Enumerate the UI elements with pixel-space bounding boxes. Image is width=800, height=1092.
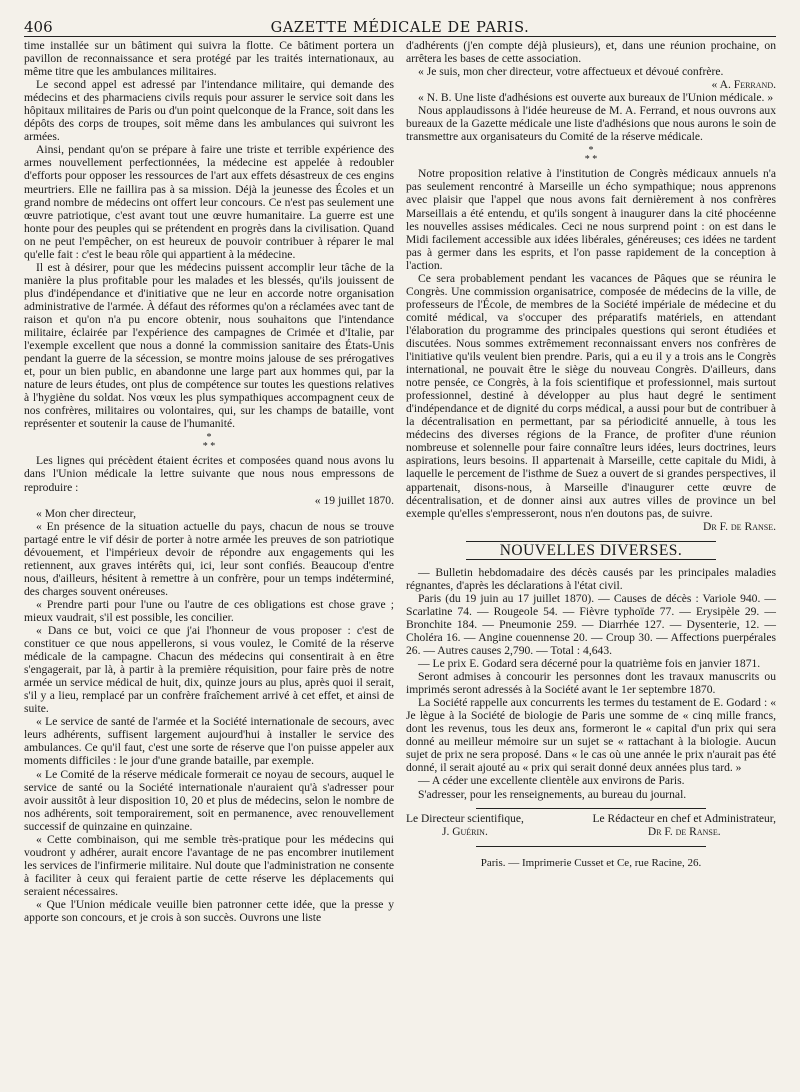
page-number: 406 bbox=[24, 18, 53, 36]
news-item: — A céder une excellente clientèle aux environs de Paris. bbox=[418, 774, 685, 788]
credit-left bbox=[406, 813, 524, 839]
news-item: — Bulletin hebdomadaire des décès causés par les principales maladies régnantes, d'après les déclarations à l'état civil. bbox=[406, 565, 776, 592]
letter-salutation: « Mon cher directeur, bbox=[36, 506, 136, 520]
right-column bbox=[406, 39, 776, 924]
news-item: Paris (du 19 juin au 17 juillet 1870). — Causes de décès : Variole 940. — Scarlatine 74. — Rougeole 54. — Fièvre typhoïde 77. — Erysipèle 29. — Bronchite 184. — Pneumonie 259. — Diarrhée 127. — Dysenterie, 12. — Choléra 16. — Angine couennense 20. — Croup 30. — Affections puerpérales 26. — Autres causes 2,790. — Total : 4,643. bbox=[406, 591, 776, 658]
credit-right bbox=[593, 813, 776, 839]
paragraph: d'adhérents (j'en compte déjà plusieurs), et, dans une réunion prochaine, on arrêtera les bases de cette association. bbox=[406, 39, 776, 66]
text-columns bbox=[24, 39, 776, 924]
paragraph: Notre proposition relative à l'institution de Congrès médicaux annuels n'a pas seulement rencontré à Marseille un écho sympathique; nous apprenons avec plaisir que l'appel que nous avons fait dernièrement à nos confrères Marseillais a été entendu, et qu'ils songent à inaugurer dans la cité phocéenne les nouvelles assises médicales. Ceci ne nous surprend point : on est dans le Midi facilement accessible aux idées libérales, généreuses; ces idées ne tardent pas à germer dans les esprits, et l'on passe rapidement de la conception à l'action. bbox=[406, 167, 776, 272]
paragraph: « Prendre parti pour l'une ou l'autre de ces obligations est chose grave ; mieux vaudrait, s'il est possible, les concilier. bbox=[24, 597, 394, 624]
separator-rule bbox=[476, 808, 706, 809]
credit-name: Dr F. de Ranse. bbox=[647, 825, 721, 838]
news-item: Seront admises à concourir les personnes dont les travaux manuscrits ou imprimés seront adressés à la Société avant le 1er septembre 1870. bbox=[406, 670, 776, 697]
section-title-box bbox=[466, 541, 716, 560]
credit-name: J. Guérin. bbox=[441, 825, 488, 838]
paragraph: « Le Comité de la réserve médicale formerait ce noyau de secours, auquel le service de santé ou la Société internationale n'auraient qu'à s'adresser pour avoir aussitôt à leur disposition 10, 20 et plus de médecins, selon le nombre de nos adhérents, soit temporairement, soit en permanence, avec renouvellement successif de quinzaine en quinzaine. bbox=[24, 767, 394, 833]
paragraph: « Que l'Union médicale veuille bien patronner cette idée, que la presse y apporte son concours, et je crois à son succès. Ouvrons une liste bbox=[24, 898, 394, 925]
asterism: * * * bbox=[202, 432, 216, 453]
paragraph: Nous applaudissons à l'idée heureuse de M. A. Ferrand, et nous ouvrons aux bureaux de la Gazette médicale une liste d'adhésions que nous aurons le soin de transmettre aux organisateurs du Comité de la réserve médicale. bbox=[406, 104, 776, 144]
paragraph: « En présence de la situation actuelle du pays, chacun de nous se trouve partagé entre le vif désir de porter à notre armée les preuves de son patriotique dévouement, et l'impérieux devoir de répondre aux engagements qui les retiennent, aux graves intérêts qui, ici, leur sont confiés. Beaucoup d'entre nous, d'ailleurs, hésitent à remettre à un confrère, pour un temps indéterminé, des charges souvent onéreuses. bbox=[24, 519, 394, 598]
paragraph: Ainsi, pendant qu'on se prépare à faire une triste et terrible expérience des armes nouvellement perfectionnées, la médecine est appelée à redoubler d'efforts pour opposer les ressources de l'art aux effets désastreux de ces engins meurtriers. Elle ne faillira pas à sa mission. Déjà la jeunesse des Écoles et un grand nombre de médecins ont offert leur concours. Ce n'est pas seulement une œuvre patriotique, c'est avant tout une œuvre humanitaire. La guerre est une honte pour des peuples qui se prétendent en progrès dans la civilisation. Quand on ne peut l'empêcher, on est heureux de pouvoir contribuer à réparer le mal qu'elle fait : c'est le beau rôle qui appartient à la médecine. bbox=[24, 143, 394, 261]
paragraph: « Le service de santé de l'armée et la Société internationale de secours, avec leurs adhérents, suffisent largement aujourd'hui à installer le service des ambulances. Ce qu'il faut, c'est une sorte de réserve que l'on puisse appeler aux moments difficiles : le jour d'une grande bataille, par exemple. bbox=[24, 715, 394, 768]
printer-imprint: Paris. — Imprimerie Cusset et Ce, rue Racine, 26. bbox=[480, 856, 702, 869]
news-item: — Le prix E. Godard sera décerné pour la quatrième fois en janvier 1871. bbox=[418, 657, 761, 671]
section-title: NOUVELLES DIVERSES. bbox=[499, 541, 683, 559]
asterism: * * * bbox=[584, 145, 598, 166]
left-column bbox=[24, 39, 394, 924]
paragraph: « Cette combinaison, qui me semble très-pratique pour les médecins qui voudront y adhérer, aurait encore l'avantage de ne pas encombrer inutilement les services de l'infirmerie militaire. Nul doute que l'administration ne consente à faciliter à ceux qui feraient partie de cette réserve les déplacements qui seraient nécessaires. bbox=[24, 832, 394, 898]
signature: « A. Ferrand. bbox=[711, 78, 776, 92]
letter-date: « 19 juillet 1870. bbox=[314, 493, 394, 507]
separator-rule bbox=[476, 846, 706, 847]
news-item: La Société rappelle aux concurrents les termes du testament de E. Godard : « Je lègue à la Société de biologie de Paris une somme de « cinq mille francs, dont les revenus, tous les deux ans, formeront le « capital d'un prix qui sera donné au meilleur mémoire sur un sujet se « rattachant à la biologie. Aucun sujet de prix ne sera proposé. Dans « le cas où une année le prix n'aurait pas été donné, il serait ajouté au « prix qui serait donné deux années plus tard. » bbox=[406, 696, 776, 775]
credits bbox=[406, 813, 776, 839]
paragraph: Il est à désirer, pour que les médecins puissent accomplir leur tâche de la manière la plus profitable pour les malades et les blessés, qu'ils jouissent de plus d'indépendance et d'initiative que ne leur en accorde notre organisation administrative de l'armée. À défaut des réformes qu'on a réclamées avec tant de raison et qu'on n'a pu encore obtenir, nous souhaitons que l'intendance militaire, éclairée par l'expérience des campagnes de Crimée et d'Italie, par l'exemple excellent que nous a donné la commission sanitaire des États-Unis pendant la guerre de la sécession, se montre moins jalouse de ses prérogatives et, pour un bien public, en abandonne une large part aux hommes qui, par la nature de leurs études, ont plus de compétence sur toutes les questions relatives à l'hygiène du soldat. Nos vœux les plus sympathiques accompagnent ceux de nos confrères, militaires ou volontaires, qui, sur les champs de bataille, vont représenter et soutenir la cause de l'humanité. bbox=[24, 260, 394, 431]
news-item: S'adresser, pour les renseignements, au bureau du journal. bbox=[418, 787, 687, 801]
signature: Dr F. de Ranse. bbox=[702, 519, 776, 533]
paragraph: « N. B. Une liste d'adhésions est ouverte aux bureaux de l'Union médicale. » bbox=[418, 91, 774, 105]
paragraph: Les lignes qui précèdent étaient écrites et composées quand nous avons lu dans l'Union médicale la lettre suivante que nous nous empressons de reproduire : bbox=[24, 454, 394, 494]
paragraph: Ce sera probablement pendant les vacances de Pâques que se réunira le Congrès. Une commission organisatrice, composée de médecins de la ville, de professeurs de l'École, de membres de la Société impériale de médecine et du comité médical, va s'occuper des préparatifs matériels, en attendant l'élaboration du programme des principales questions qui seront étudiées et discutées. Nous sommes extrêmement reconnaissant envers nos confrères de l'initiative qu'ils veulent bien prendre. Paris, qui a eu il y a trois ans le Congrès international, ne pouvait être le siège du nouveau Congrès. D'ailleurs, dans notre pensée, ce Congrès, à la fois scientifique et professionnel, mais surtout professionnel, destiné à développer au plus haut degré le sentiment d'indépendance et de dignité du corps médical, a aussi pour but de contribuer à la décentralisation en permettant, par sa périodicité annuelle, à tous les médecins des diverses régions de la France, de profiter d'une réunion nombreuse et solennelle pour faire connaître leurs idées, leurs doctrines, leurs aspirations, leurs besoins. Il appartenait à Marseille, cette capitale du Midi, à laquelle le percement de l'isthme de Suez a ouvert de si grandes perspectives, il appartenait, disons-nous, à Marseille d'inaugurer cette œuvre de décentralisation, et de donner ainsi aux autres villes de province un bel exemple qu'elles s'empresseront, nous n'en doutons pas, de suivre. bbox=[406, 271, 776, 520]
page-header bbox=[24, 14, 776, 37]
credit-role: Le Rédacteur en chef et Administrateur, bbox=[592, 812, 776, 825]
paragraph: « Dans ce but, voici ce que j'ai l'honneur de vous proposer : c'est de constituer ce que nous appellerons, si vous voulez, le Comité de la réserve médicale de la campagne. Chacun des médecins qui consentirait à en être s'engagerait, par là, à partir à la première réquisition, pour faire près de notre armée un service médical de huit, dix, quinze jours au plus, après quoi il serait, s'il y a lieu, remplacé par un confrère fraîchement arrivé à cet effet, et ainsi de suite. bbox=[24, 624, 394, 716]
paragraph: Le second appel est adressé par l'intendance militaire, qui demande des médecins et des pharmaciens civils requis pour assurer le service soit dans les hôpitaux militaires de Paris ou d'un point quelconque de la France, soit dans les dépôts des corps de troupes, soit même dans les ambulances qui suivront les armées. bbox=[24, 78, 394, 144]
running-title: GAZETTE MÉDICALE DE PARIS. bbox=[270, 20, 530, 36]
credit-role: Le Directeur scientifique, bbox=[406, 812, 524, 825]
paragraph: time installée sur un bâtiment qui suivra la flotte. Ce bâtiment portera un pavillon de reconnaissance et sera protégé par les traités internationaux, au même titre que les ambulances militaires. bbox=[24, 39, 394, 79]
paragraph: « Je suis, mon cher directeur, votre affectueux et dévoué confrère. bbox=[418, 65, 724, 79]
